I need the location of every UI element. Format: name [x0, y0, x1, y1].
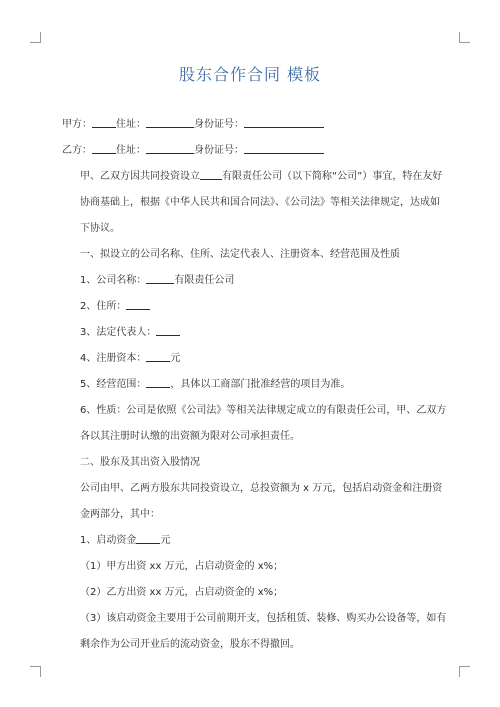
sub-item-3: （3）该启动资金主要用于公司前期开支，包括租赁、装修、购买办公设备等，如有剩余作为公司开业后的流动资金，股东不得撤回。	[80, 613, 447, 650]
item-business-scope	[62, 372, 447, 398]
party-a-address-blank[interactable]	[146, 116, 194, 128]
party-a-name-blank[interactable]	[92, 116, 116, 128]
section2-heading: 二、股东及其出资入股情况	[80, 457, 200, 468]
startup-suffix: 元	[160, 535, 171, 546]
crop-mark-top-right	[459, 32, 470, 43]
party-b-address-blank[interactable]	[146, 142, 194, 154]
item5-suffix: ，具体以工商部门批准经营的项目为准。	[170, 379, 351, 390]
crop-mark-bottom-right	[459, 666, 470, 677]
item-nature: 6、性质：公司是依照《公司法》等相关法律规定成立的有限责任公司，甲、乙双方各以其注册时认缴的出资额为限对公司承担责任。	[80, 405, 447, 442]
party-a-line	[62, 112, 447, 138]
item5-label: 5、经营范围：	[80, 379, 147, 390]
party-b-label: 乙方：	[62, 145, 92, 156]
party-b-id-blank[interactable]	[244, 142, 324, 154]
party-a-id-blank[interactable]	[244, 116, 324, 128]
party-a-id-label: 身份证号：	[194, 119, 244, 130]
startup-label: 1、启动资金	[80, 535, 137, 546]
item3-blank[interactable]	[156, 324, 180, 336]
sub-item-1: （1）甲方出资 xx 万元，占启动资金的 x%；	[80, 561, 284, 572]
section1-heading: 一、拟设立的公司名称、住所、法定代表人、注册资本、经营范围及性质	[80, 249, 400, 260]
item4-suffix: 元	[170, 353, 181, 364]
item2-label: 2、住所：	[80, 301, 127, 312]
item1-blank[interactable]	[146, 272, 174, 284]
item-capital	[62, 346, 447, 372]
sub-item-2: （2）乙方出资 xx 万元，占启动资金的 x%；	[80, 587, 284, 598]
party-b-name-blank[interactable]	[92, 142, 116, 154]
item3-label: 3、法定代表人：	[80, 327, 157, 338]
party-a-label: 甲方：	[62, 119, 92, 130]
item4-blank[interactable]	[146, 350, 170, 362]
party-b-address-label: 住址：	[116, 145, 146, 156]
section2-paragraph: 公司由甲、乙两方股东共同投资设立，总投资额为 x 万元，包括启动资金和注册资金两部分，其中：	[80, 483, 443, 520]
item1-label: 1、公司名称：	[80, 275, 147, 286]
item-address	[62, 294, 447, 320]
item5-blank[interactable]	[146, 376, 170, 388]
intro-paragraph	[62, 164, 447, 242]
party-b-id-label: 身份证号：	[194, 145, 244, 156]
item-company-name	[62, 268, 447, 294]
party-b-line	[62, 138, 447, 164]
document-title: 股东合作合同 模板	[178, 65, 322, 84]
party-a-address-label: 住址：	[116, 119, 146, 130]
item2-blank[interactable]	[126, 298, 150, 310]
document-body	[62, 112, 447, 658]
crop-mark-top-left	[30, 32, 41, 43]
item-startup-capital	[62, 528, 447, 554]
item1-suffix: 有限责任公司	[174, 275, 235, 286]
intro-part2: 有限责任公司（以下简称“公司”）事宜，特在友好协商基础上，根据《中华人民共和国合同法》、《公司法》等相关法律规定，达成如下协议。	[80, 171, 443, 234]
crop-mark-bottom-left	[30, 666, 41, 677]
item4-label: 4、注册资本：	[80, 353, 147, 364]
company-name-blank[interactable]	[200, 168, 222, 180]
intro-part1: 甲、乙双方因共同投资设立	[80, 171, 200, 182]
startup-blank[interactable]	[136, 532, 160, 544]
item-legal-rep	[62, 320, 447, 346]
